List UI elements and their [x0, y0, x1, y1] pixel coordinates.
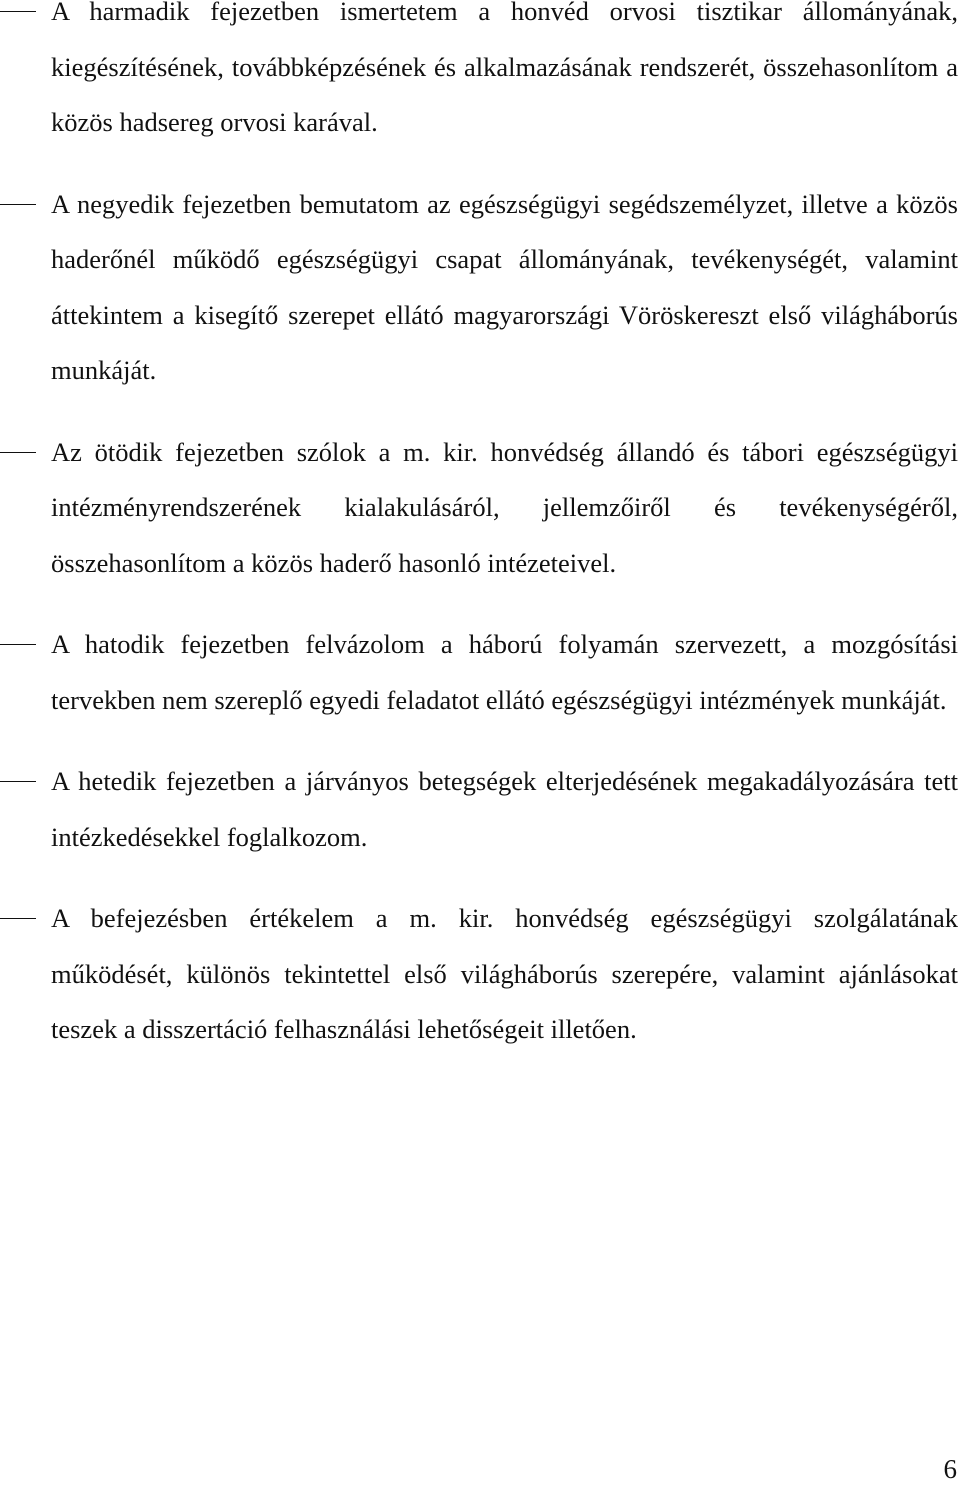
dash-bullet-icon — [0, 918, 36, 919]
list-item-text: A negyedik fejezetben bemutatom az egészségügyi segédszemélyzet, illetve a közös haderőnél működő egészségügyi csapat állományának, tevékenységét, valamint áttekintem a kisegítő szerepet ellátó magyarországi Vöröskereszt első világháborús munkáját. — [51, 188, 958, 385]
list-item — [0, 617, 960, 728]
dash-bullet-icon — [0, 11, 36, 12]
list-item — [0, 891, 960, 1058]
page-number: 6 — [943, 1454, 957, 1484]
list-item-text: Az ötödik fejezetben szólok a m. kir. honvédség állandó és tábori egészségügyi intézményrendszerének kialakulásáról, jellemzőiről és tevékenységéről, összehasonlítom a közös haderő hasonló intézeteivel. — [51, 436, 958, 578]
list-item-text: A hatodik fejezetben felvázolom a háború folyamán szervezett, a mozgósítási tervekben nem szereplő egyedi feladatot ellátó egészségügyi intézmények munkáját. — [51, 629, 958, 715]
list-item-text: A harmadik fejezetben ismertetem a honvéd orvosi tisztikar állományának, kiegészítésének, továbbképzésének és alkalmazásának rendszerét, összehasonlítom a közös hadsereg orvosi karával. — [51, 0, 958, 137]
dash-bullet-icon — [0, 781, 36, 782]
list-item — [0, 425, 960, 592]
list-item-text: A hetedik fejezetben a járványos betegségek elterjedésének megakadályozására tett intézkedésekkel foglalkozom. — [51, 766, 958, 852]
dash-bullet-icon — [0, 452, 36, 453]
list-item-text: A befejezésben értékelem a m. kir. honvédség egészségügyi szolgálatának működését, különös tekintettel első világháborús szerepére, valamint ajánlásokat teszek a disszertáció felhasználási lehetőségeit illetően. — [51, 903, 958, 1044]
list-item — [0, 0, 960, 151]
list-item — [0, 754, 960, 865]
list-item — [0, 177, 960, 399]
dash-bullet-icon — [0, 644, 36, 645]
dash-bullet-icon — [0, 204, 36, 205]
